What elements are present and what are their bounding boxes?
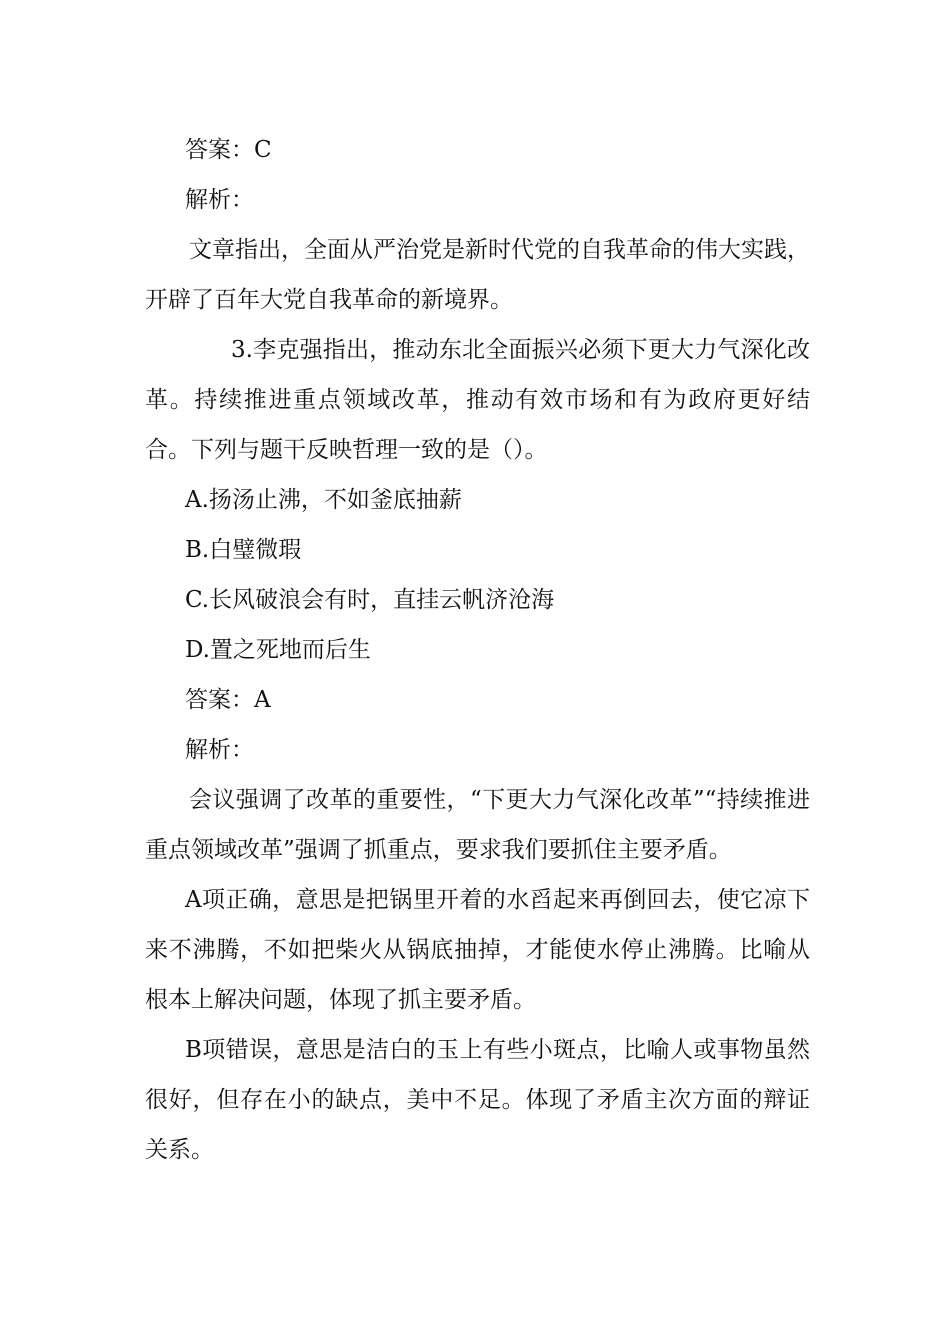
option-d: D.置之死地而后生 (185, 637, 371, 663)
option-b: B.白璧微瑕 (185, 537, 302, 563)
document-body (145, 125, 810, 1175)
analysis-option-b: B项错误，意思是洁白的玉上有些小斑点，比喻人或事物虽然很好，但存在小的缺点，美中不足。体现了矛盾主次方面的辩证关系。 (145, 1037, 810, 1163)
answer-line: 答案：A (185, 687, 271, 713)
answer-line: 答案：C (185, 137, 272, 163)
analysis-option-a: A项正确，意思是把锅里开着的水舀起来再倒回去，使它凉下来不沸腾，不如把柴火从锅底抽掉，才能使水停止沸腾。比喻从根本上解决问题，体现了抓主要矛盾。 (145, 887, 810, 1013)
analysis-label: 解析： (185, 187, 254, 213)
analysis-label: 解析： (185, 737, 254, 763)
question-stem: 3.李克强指出，推动东北全面振兴必须下更大力气深化改革。持续推进重点领域改革，推动有效市场和有为政府更好结合。下列与题干反映哲理一致的是（）。 (145, 337, 810, 463)
analysis-paragraph: 文章指出，全面从严治党是新时代党的自我革命的伟大实践，开辟了百年大党自我革命的新境界。 (145, 237, 810, 313)
analysis-paragraph: 会议强调了改革的重要性，“下更大力气深化改革”“持续推进重点领域改革”强调了抓重点，要求我们要抓住主要矛盾。 (145, 787, 810, 863)
option-a: A.扬汤止沸，不如釜底抽薪 (185, 487, 462, 513)
option-c: C.长风破浪会有时，直挂云帆济沧海 (185, 587, 555, 613)
